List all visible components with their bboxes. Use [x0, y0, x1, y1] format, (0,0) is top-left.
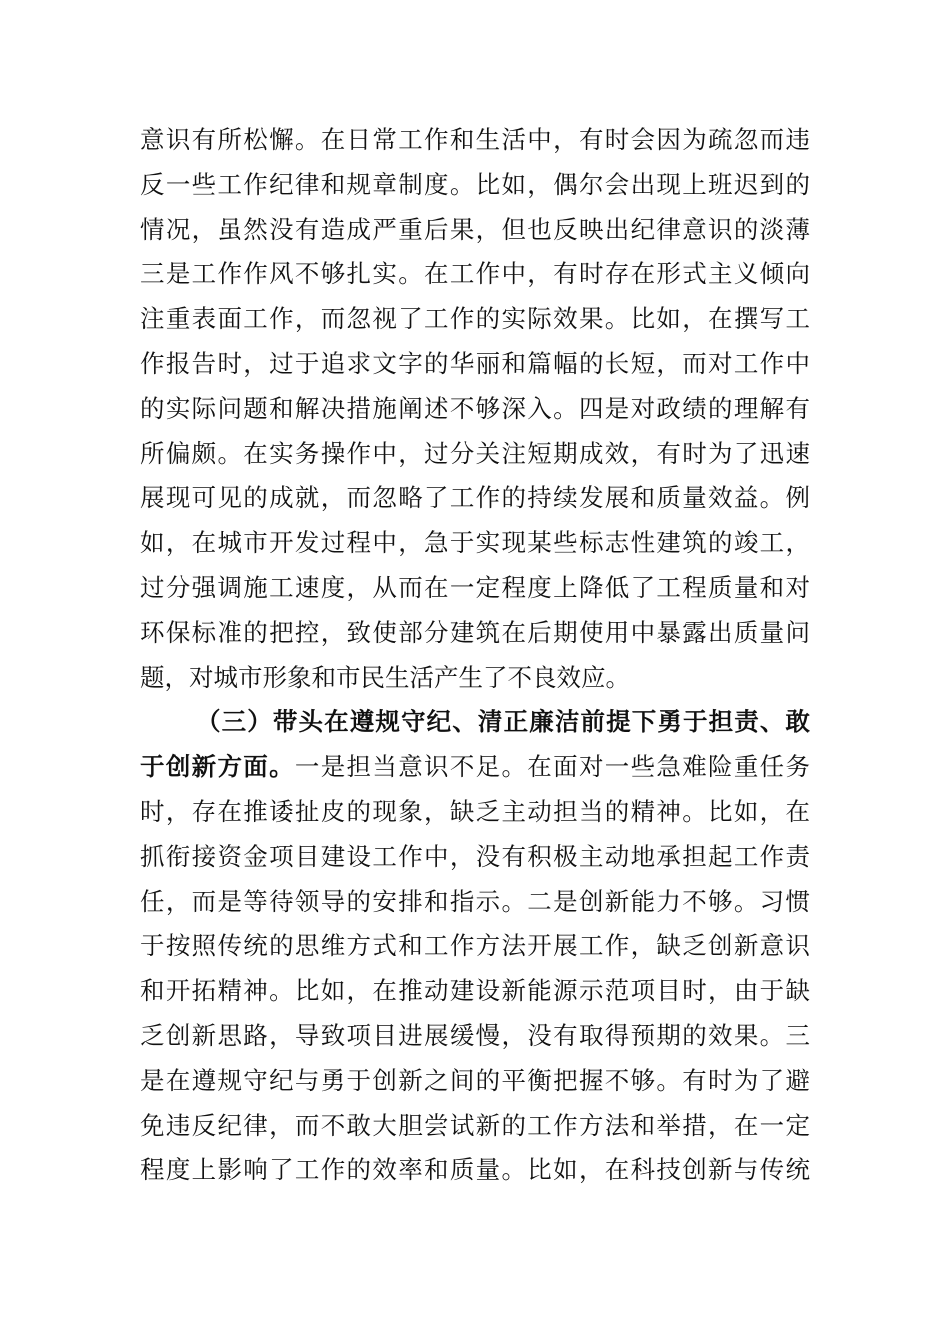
text-line: 于按照传统的思维方式和工作方法开展工作，缺乏创新意识 [140, 931, 810, 961]
text-line: 展现可见的成就，而忽略了工作的持续发展和质量效益。例 [140, 483, 810, 513]
text-line: 三是工作作风不够扎实。在工作中，有时存在形式主义倾向 [140, 259, 810, 289]
text-line: 情况，虽然没有造成严重后果，但也反映出纪律意识的淡薄 [140, 214, 810, 244]
section-heading: （三）带头在遵规守纪、清正廉洁前提下勇于担责、敢 [196, 707, 810, 737]
text-line: 反一些工作纪律和规章制度。比如，偶尔会出现上班迟到的 [140, 169, 810, 199]
text-line: 抓衔接资金项目建设工作中，没有积极主动地承担起工作责 [140, 841, 810, 871]
text-line: 题，对城市形象和市民生活产生了不良效应。 [140, 662, 630, 692]
text-line: 所偏颇。在实务操作中，过分关注短期成效，有时为了迅速 [140, 438, 810, 468]
text-line: 环保标准的把控，致使部分建筑在后期使用中暴露出质量问 [140, 617, 810, 647]
text-line: 时，存在推诿扯皮的现象，缺乏主动担当的精神。比如，在 [140, 796, 810, 826]
text-line: 免违反纪律，而不敢大胆尝试新的工作方法和举措，在一定 [140, 1110, 810, 1140]
text-line: 程度上影响了工作的效率和质量。比如，在科技创新与传统 [140, 1155, 810, 1185]
text-line: 乏创新思路，导致项目进展缓慢，没有取得预期的效果。三 [140, 1020, 810, 1050]
body-text [140, 118, 810, 1193]
text-line: 是在遵规守纪与勇于创新之间的平衡把握不够。有时为了避 [140, 1065, 810, 1095]
section-heading-end: 于创新方面。 [140, 752, 295, 782]
text-line: 和开拓精神。比如，在推动建设新能源示范项目时，由于缺 [140, 976, 810, 1006]
text-line: 任，而是等待领导的安排和指示。二是创新能力不够。习惯 [140, 886, 810, 916]
text-line: 意识有所松懈。在日常工作和生活中，有时会因为疏忽而违 [140, 125, 810, 154]
text-line: 的实际问题和解决措施阐述不够深入。四是对政绩的理解有 [140, 393, 810, 423]
text-line: 作报告时，过于追求文字的华丽和篇幅的长短，而对工作中 [140, 348, 810, 378]
text-line: 注重表面工作，而忽视了工作的实际效果。比如，在撰写工 [140, 304, 810, 334]
section-text: 一是担当意识不足。在面对一些急难险重任务 [294, 752, 810, 782]
text-line: 过分强调施工速度，从而在一定程度上降低了工程质量和对 [140, 572, 810, 602]
section-heading-continuation [140, 745, 810, 790]
text-line: 如，在城市开发过程中，急于实现某些标志性建筑的竣工， [140, 528, 810, 558]
